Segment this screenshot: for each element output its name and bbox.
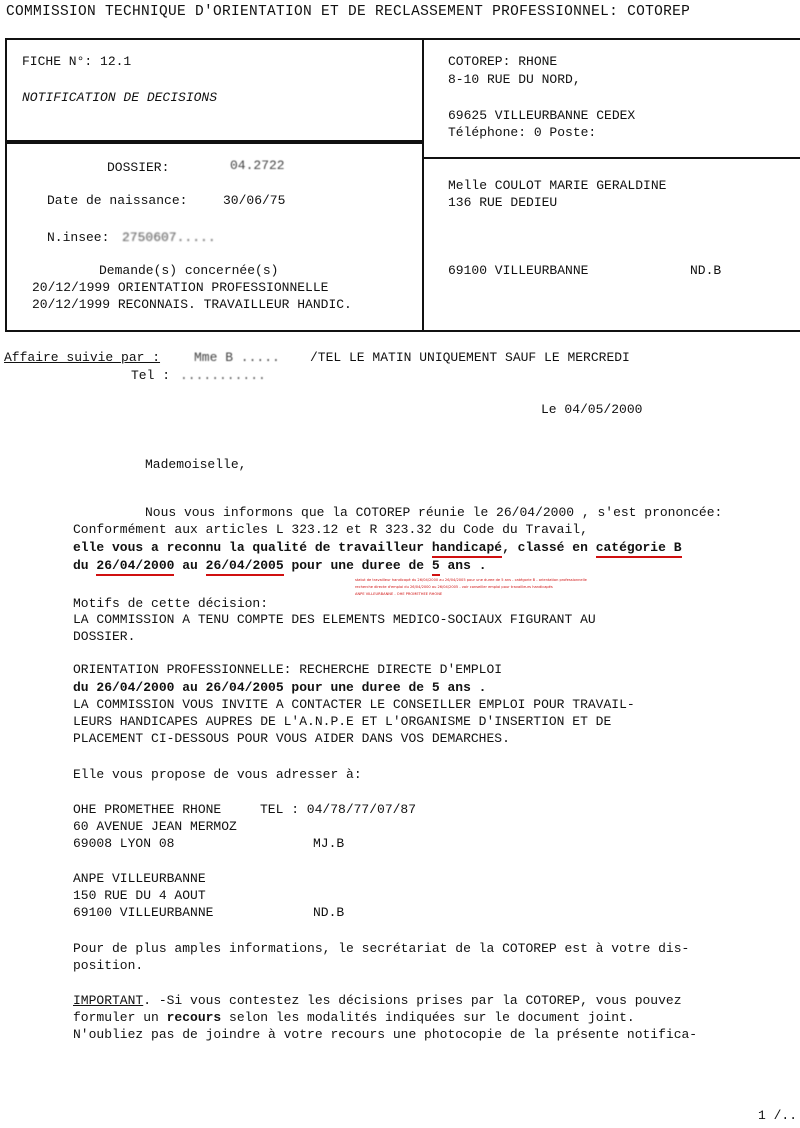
office-city: 69625 VILLEURBANNE CEDEX (448, 108, 636, 123)
motifs-label: Motifs de cette décision: (73, 596, 269, 611)
start-date-highlight: 26/04/2000 (96, 558, 174, 576)
org1-street: 60 AVENUE JEAN MERMOZ (73, 819, 237, 834)
propose-line: Elle vous propose de vous adresser à: (73, 767, 362, 782)
info-line2: position. (73, 958, 144, 973)
org2-code: ND.B (313, 905, 345, 920)
top-rule (424, 38, 800, 40)
followup-agent: Mme B ..... (194, 350, 280, 365)
insee-label: N.insee: (47, 230, 110, 245)
letter-date: Le 04/05/2000 (541, 402, 643, 417)
requests-label: Demande(s) concernée(s) (99, 263, 279, 278)
recours-word: recours (166, 1010, 222, 1025)
recipient-street: 136 RUE DEDIEU (448, 195, 558, 210)
motifs-line2: DOSSIER. (73, 629, 136, 644)
important-line2: formuler un recours selon les modalités indiquées sur le document joint. (73, 1010, 635, 1025)
annotation-line: recherche directe d'emploi du 26/04/2000 au 26/04/2005 - voir conseiller emploi pour travailleurs handicapés (355, 585, 553, 589)
office-street: 8-10 RUE DU NORD, (448, 72, 581, 87)
important-line3: N'oubliez pas de joindre à votre recours une photocopie de la présente notifica- (73, 1027, 698, 1042)
annotation-line: statut de travailleur handicapé du 26/04/2000 au 26/04/2005 pour une duree de 5 ans - catégorie B - orientation professionnelle (355, 578, 587, 582)
birth-value: 30/06/75 (223, 193, 286, 208)
recipient-city: 69100 VILLEURBANNE (448, 263, 589, 278)
info-line1: Pour de plus amples informations, le secrétariat de la COTOREP est à votre dis- (73, 941, 690, 956)
orientation-line4: LEURS HANDICAPES AUPRES DE L'A.N.P.E ET L'ORGANISME D'INSERTION ET DE (73, 714, 612, 729)
para1-line3: elle vous a reconnu la qualité de travailleur handicapé, classé en catégorie B (73, 540, 682, 556)
orientation-line1: ORIENTATION PROFESSIONNELLE: RECHERCHE DIRECTE D'EMPLOI (73, 662, 503, 677)
followup-note: /TEL LE MATIN UNIQUEMENT SAUF LE MERCREDI (310, 350, 630, 365)
orientation-line2: du 26/04/2000 au 26/04/2005 pour une duree de 5 ans . (73, 680, 487, 695)
para1-line4: du 26/04/2000 au 26/04/2005 pour une duree de 5 ans . (73, 558, 487, 574)
followup-tel-label: Tel : (131, 368, 171, 383)
page-number: 1 /.. (758, 1108, 798, 1123)
important-line1: IMPORTANT. -Si vous contestez les décisions prises par la COTOREP, vous pouvez (73, 993, 682, 1008)
orientation-line3: LA COMMISSION VOUS INVITE A CONTACTER LE CONSEILLER EMPLOI POUR TRAVAIL- (73, 697, 635, 712)
recipient-code: ND.B (690, 263, 722, 278)
org2-city: 69100 VILLEURBANNE (73, 905, 214, 920)
followup-tel-value: ........... (180, 368, 266, 383)
categorie-highlight: catégorie B (596, 540, 682, 558)
birth-label: Date de naissance: (47, 193, 188, 208)
important-label: IMPORTANT (73, 993, 144, 1008)
org2-street: 150 RUE DU 4 AOUT (73, 888, 206, 903)
insee-value: 2750607..... (122, 230, 216, 245)
fiche-subtitle: NOTIFICATION DE DECISIONS (22, 90, 218, 105)
para1-line1: Nous vous informons que la COTOREP réunie le 26/04/2000 , s'est prononcée: (145, 505, 723, 520)
dossier-value: 04.2722 (230, 158, 285, 173)
bottom-rule (424, 330, 800, 332)
middle-rule (424, 157, 800, 159)
salutation: Mademoiselle, (145, 457, 247, 472)
handicape-highlight: handicapé (432, 540, 502, 558)
followup-label: Affaire suivie par : (4, 350, 161, 365)
fiche-number: FICHE N°: 12.1 (22, 54, 132, 69)
end-date-highlight: 26/04/2005 (206, 558, 284, 576)
recipient-name: Melle COULOT MARIE GERALDINE (448, 178, 667, 193)
org1-code: MJ.B (313, 836, 345, 851)
office-phone: Téléphone: 0 Poste: (448, 125, 597, 140)
org1-name: OHE PROMETHEE RHONE (73, 802, 222, 817)
office-name: COTOREP: RHONE (448, 54, 558, 69)
org1-tel: TEL : 04/78/77/07/87 (260, 802, 417, 817)
orientation-line5: PLACEMENT CI-DESSOUS POUR VOUS AIDER DANS VOS DEMARCHES. (73, 731, 510, 746)
request-item: 20/12/1999 RECONNAIS. TRAVAILLEUR HANDIC. (32, 297, 352, 312)
org1-city: 69008 LYON 08 (73, 836, 175, 851)
para1-line2: Conformément aux articles L 323.12 et R 323.32 du Code du Travail, (73, 522, 588, 537)
motifs-line1: LA COMMISSION A TENU COMPTE DES ELEMENTS MEDICO-SOCIAUX FIGURANT AU (73, 612, 596, 627)
dossier-label: DOSSIER: (107, 160, 170, 175)
org2-name: ANPE VILLEURBANNE (73, 871, 206, 886)
request-item: 20/12/1999 ORIENTATION PROFESSIONNELLE (32, 280, 329, 295)
page-header-title: COMMISSION TECHNIQUE D'ORIENTATION ET DE RECLASSEMENT PROFESSIONNEL: COTOREP (6, 4, 691, 20)
duration-highlight: 5 (432, 558, 440, 576)
annotation-line: ANPE VILLEURBANNE - OHE PROMETHEE RHONE (355, 592, 443, 596)
